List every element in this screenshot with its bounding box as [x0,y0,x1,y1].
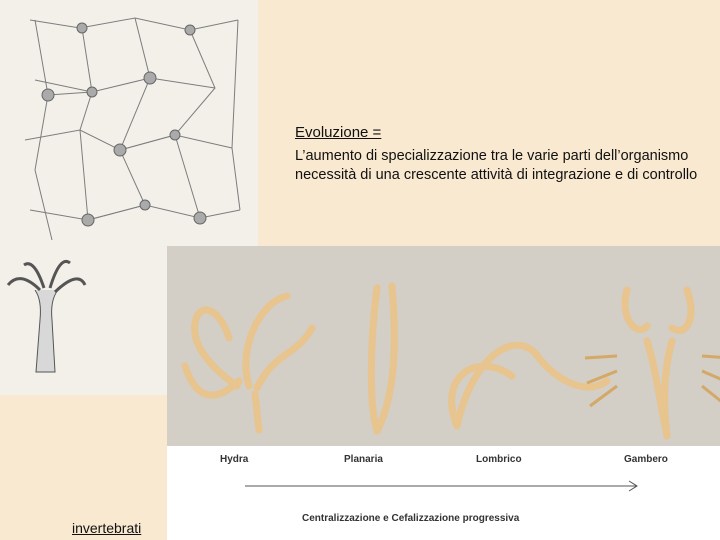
text-block [295,124,705,185]
organisms-photo [167,246,720,446]
organism-label-lombrico: Lombrico [476,454,522,465]
slide-title: Evoluzione = [295,124,382,141]
organism-label-hydra: Hydra [220,454,249,465]
organism-label-planaria: Planaria [344,454,383,465]
figure-caption: Centralizzazione e Cefalizzazione progressiva [302,513,520,524]
organism-evolution-figure [167,246,720,540]
organism-label-gambero: Gambero [624,454,668,465]
slide-body: L’aumento di specializzazione tra le varie parti dell’organismo necessità di una crescente attività di integrazione e di controllo [295,148,698,183]
category-label: invertebrati [72,520,142,536]
